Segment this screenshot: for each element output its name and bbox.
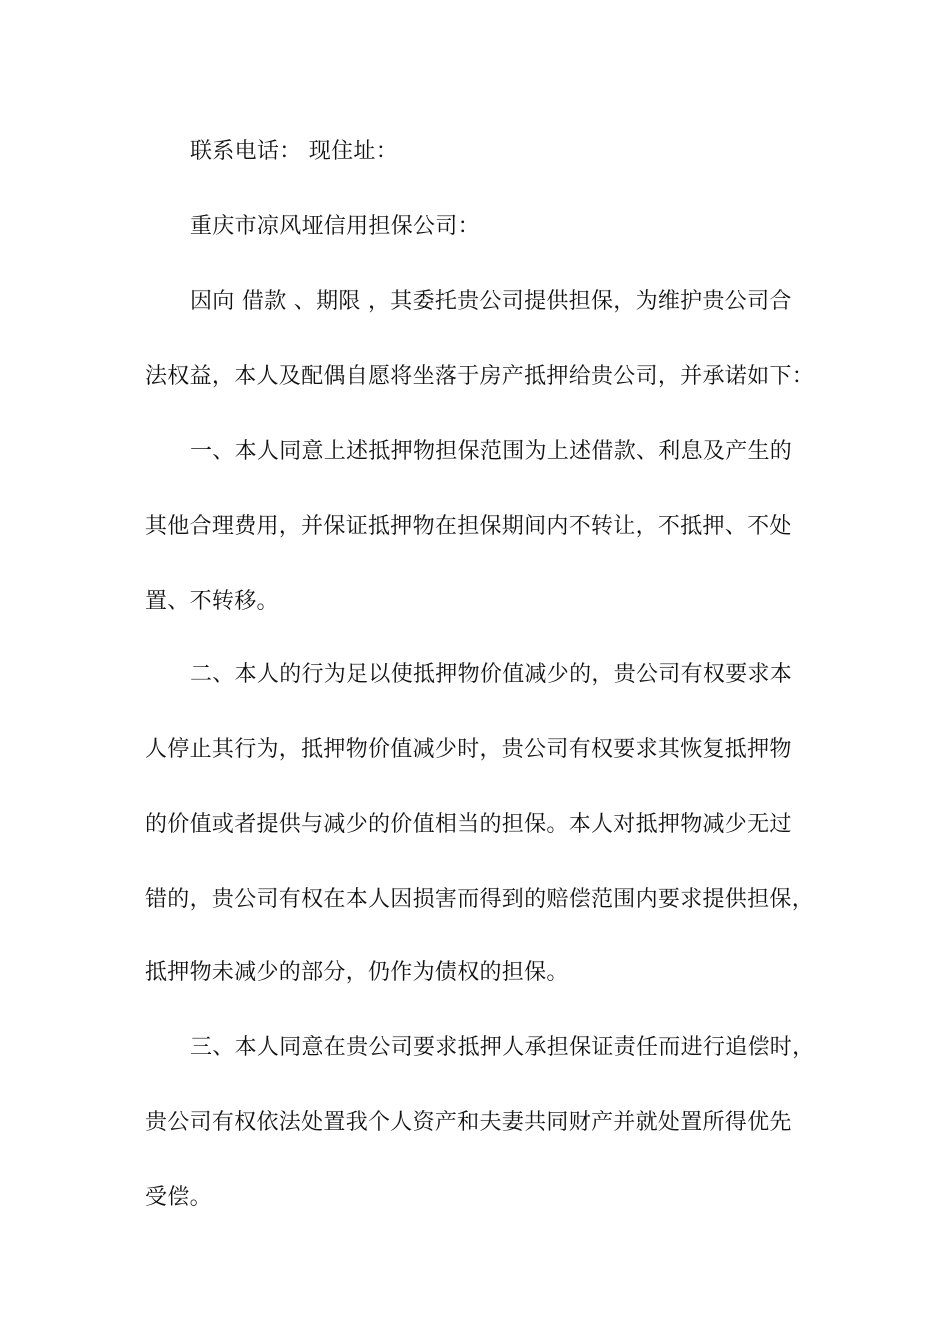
clause-2-line-2: 人停止其行为，抵押物价值减少时，贵公司有权要求其恢复抵押物 (145, 737, 792, 762)
addressee-line: 重庆市凉风垭信用担保公司： (190, 214, 480, 239)
clause-1-line-3: 置、不转移。 (145, 589, 279, 614)
clause-3-line-2: 贵公司有权依法处置我个人资产和夫妻共同财产并就处置所得优先 (145, 1110, 792, 1135)
clause-3-line-1: 三、本人同意在贵公司要求抵押人承担保证责任而进行追偿时， (190, 1035, 815, 1060)
paragraph-intro-line-1: 因向 借款 、期限 ，其委托贵公司提供担保，为维护贵公司合 (190, 289, 792, 314)
clause-1-line-2: 其他合理费用，并保证抵押物在担保期间内不转让，不抵押、不处 (145, 514, 792, 539)
paragraph-intro-line-2: 法权益，本人及配偶自愿将坐落于房产抵押给贵公司，并承诺如下： (145, 364, 815, 389)
contact-line: 联系电话： 现住址： (190, 139, 398, 164)
clause-2-line-3: 的价值或者提供与减少的价值相当的担保。本人对抵押物减少无过 (145, 812, 792, 837)
clause-1-line-1: 一、本人同意上述抵押物担保范围为上述借款、利息及产生的 (190, 439, 793, 464)
clause-2-line-4: 错的，贵公司有权在本人因损害而得到的赔偿范围内要求提供担保， (145, 887, 815, 912)
clause-2-line-1: 二、本人的行为足以使抵押物价值减少的，贵公司有权要求本 (190, 662, 793, 687)
clause-3-line-3: 受偿。 (145, 1185, 212, 1210)
clause-2-line-5: 抵押物未减少的部分，仍作为债权的担保。 (145, 960, 569, 985)
